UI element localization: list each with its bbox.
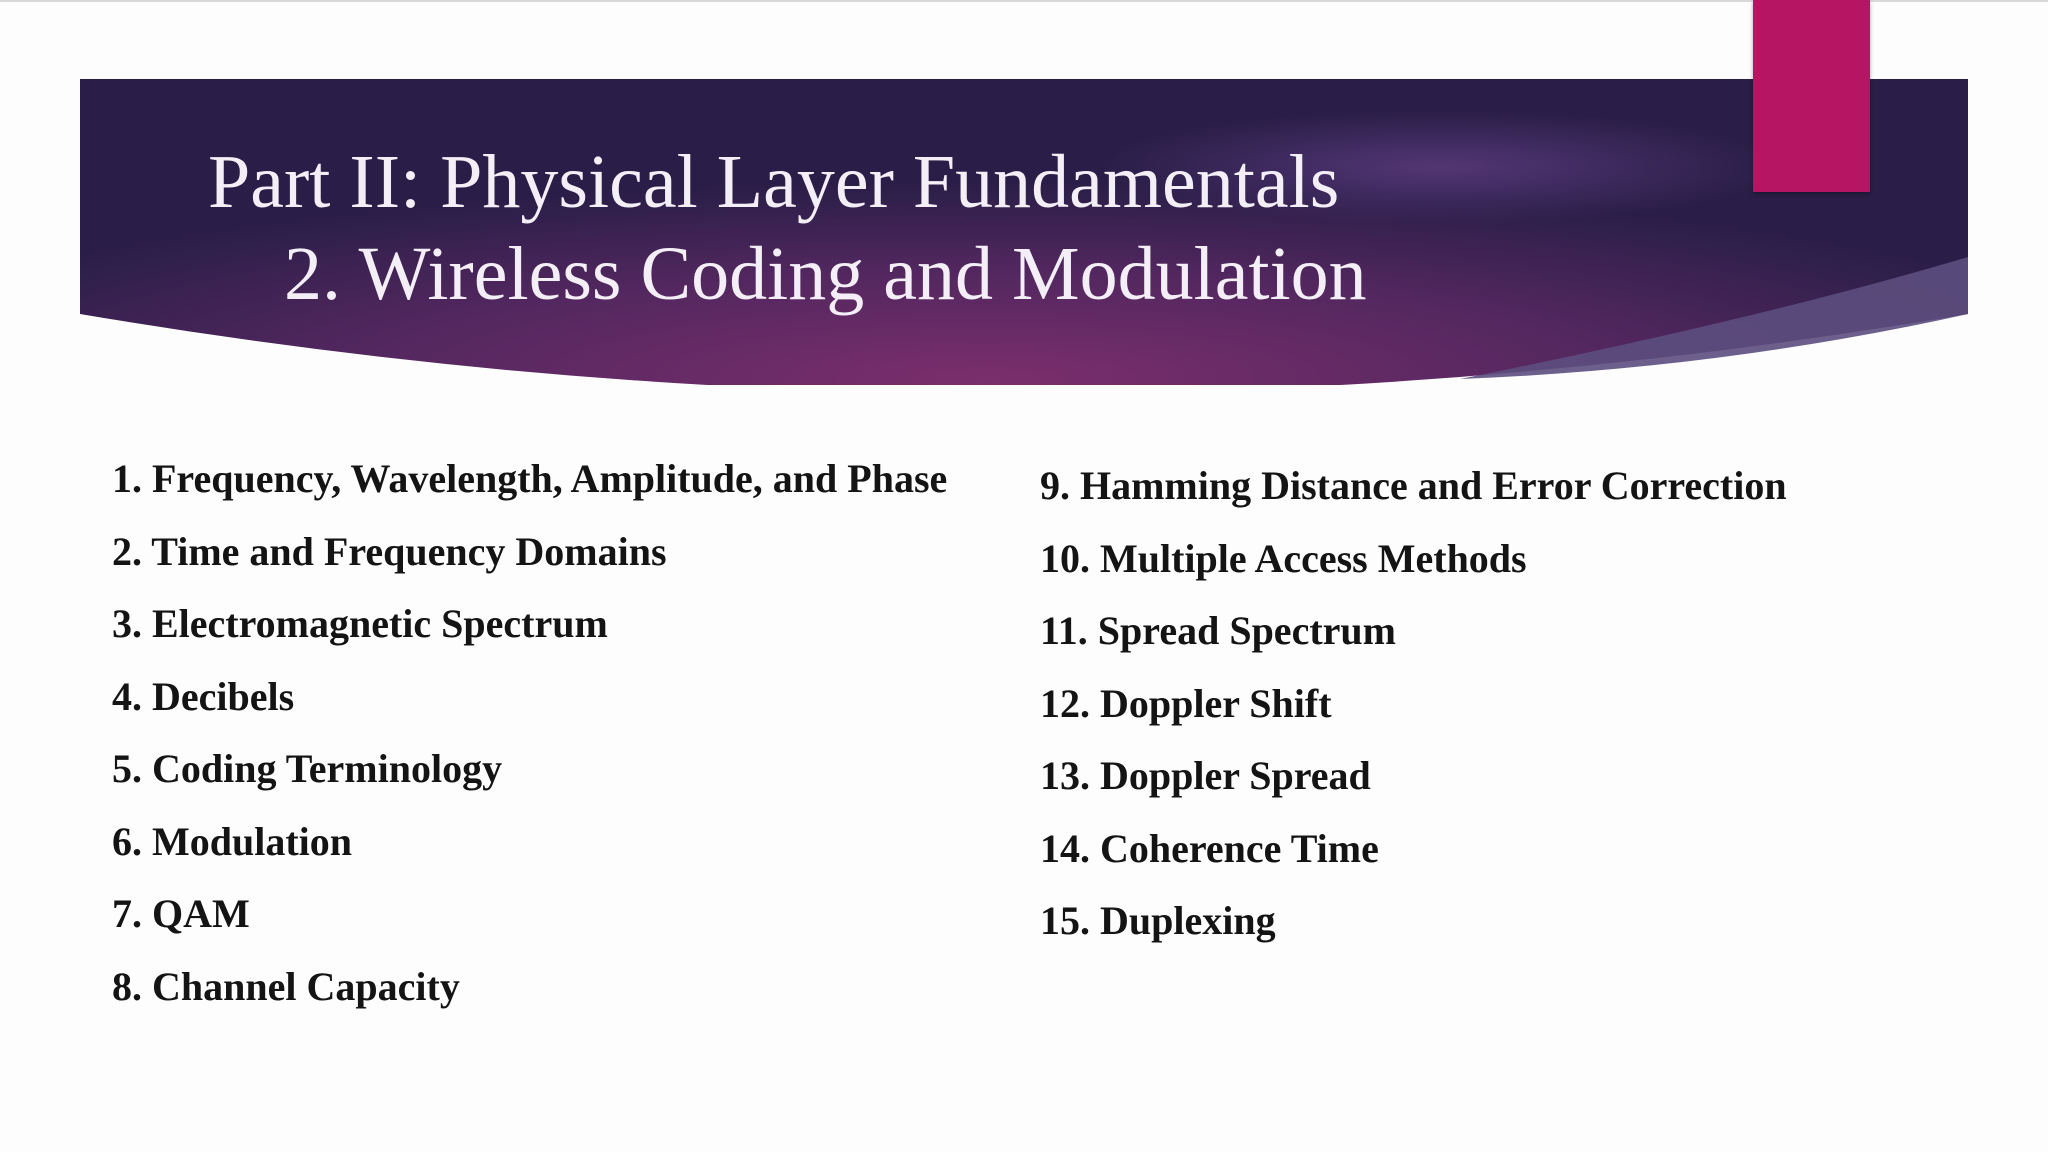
topic-item: 11. Spread Spectrum	[1040, 608, 1396, 653]
slide-title-line-1: Part II: Physical Layer Fundamentals	[208, 140, 1340, 224]
topic-item: 8. Channel Capacity	[112, 963, 460, 1009]
slide-title	[0, 0, 2048, 320]
topic-item: 10. Multiple Access Methods	[1040, 535, 1527, 581]
topic-list-right	[1040, 450, 1787, 958]
topic-list-left	[112, 443, 947, 1023]
topic-item: 3. Electromagnetic Spectrum	[112, 601, 608, 646]
topic-item: 9. Hamming Distance and Error Correction	[1040, 463, 1787, 508]
topic-item: 6. Modulation	[112, 818, 353, 864]
topic-item: 1. Frequency, Wavelength, Amplitude, and Phase	[112, 456, 948, 501]
topic-item: 15. Duplexing	[1040, 898, 1276, 943]
topic-item: 2. Time and Frequency Domains	[112, 528, 667, 574]
slide-title-line-2: 2. Wireless Coding and Modulation	[284, 232, 1367, 316]
topic-item: 5. Coding Terminology	[112, 746, 503, 791]
topic-item: 13. Doppler Spread	[1040, 753, 1371, 798]
topic-item: 14. Coherence Time	[1040, 825, 1379, 871]
topic-item: 4. Decibels	[112, 673, 295, 719]
topic-item: 7. QAM	[112, 891, 250, 936]
topic-item: 12. Doppler Shift	[1040, 680, 1332, 726]
